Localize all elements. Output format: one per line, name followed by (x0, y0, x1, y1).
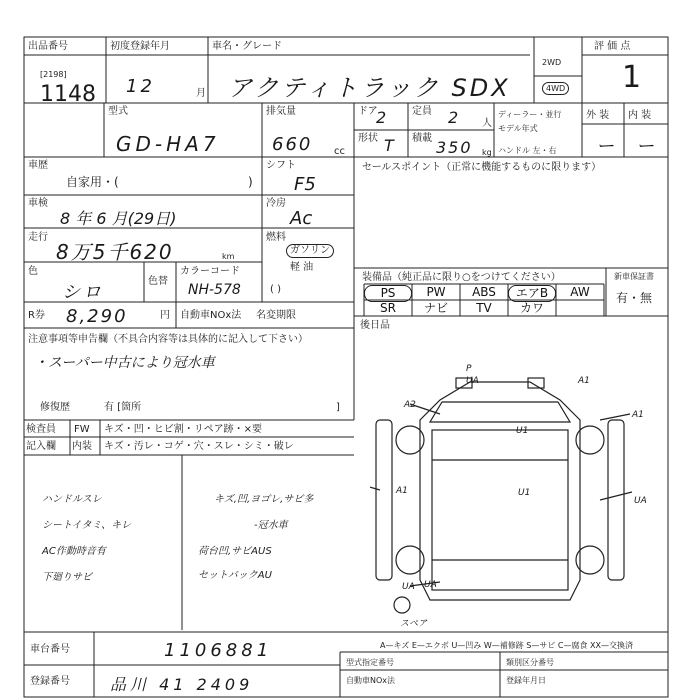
nox-reg-label: 自動車NOx法 (346, 676, 396, 685)
cc-value: 660 (272, 134, 313, 155)
memo-5: キズ,凹,ヨゴレ,サビ多 (214, 494, 314, 505)
damage-mark: A1 (396, 486, 408, 496)
load-value: 350 (436, 138, 473, 157)
usage-label: 車歴 (28, 160, 48, 171)
exterior-value: ー (596, 136, 614, 157)
damage-mark: UA (466, 376, 479, 386)
model-label: 型式 (108, 106, 128, 117)
fuel-other: ( ) (270, 284, 281, 295)
drive-2wd: 2WD (542, 58, 562, 67)
car-no-label: 車台番号 (30, 644, 70, 655)
shape-value: T (384, 136, 394, 155)
repair-value: 有 [箇所 (104, 402, 142, 413)
memo-1: ハンドルスレ (42, 494, 102, 505)
interior-value: ー (636, 136, 654, 157)
rear-seat-label: 後日品 (360, 320, 390, 331)
equipment-item: AW (570, 285, 590, 299)
month-unit: 月 (196, 88, 206, 99)
damage-mark: スペア (400, 619, 428, 629)
lot-label: 出品番号 (28, 41, 68, 52)
memo-6: -冠水車 (254, 520, 288, 531)
damage-mark: U1 (518, 488, 531, 498)
shift-label: シフト (266, 160, 296, 171)
capacity-label: 定員 (412, 106, 432, 117)
color-code-value: NH-578 (188, 282, 241, 298)
damage-mark: UA (634, 496, 647, 506)
capacity-unit: 人 (482, 118, 492, 129)
equipment-item: エアB (508, 285, 556, 302)
score-value: 1 (622, 60, 642, 95)
first-reg-year: 12 (126, 76, 155, 97)
first-reg-label: 初度登録年月 (110, 41, 170, 52)
shift-value: F5 (294, 174, 316, 195)
fuel-diesel: 軽 油 (290, 262, 314, 273)
cc-unit: cc (334, 146, 345, 157)
memo-2: シートイタミ、キレ (42, 520, 131, 531)
fuel-label: 燃料 (266, 232, 286, 243)
car-no-value: 1106881 (164, 640, 273, 661)
reg-date-label: 登録年月日 (506, 676, 546, 685)
model-value: GD-HA7 (116, 132, 220, 156)
equipment-item: ナビ (423, 301, 448, 315)
equipment-item: TV (476, 301, 492, 315)
damage-mark: A2 (404, 400, 416, 410)
exterior-label: 外 装 (586, 110, 610, 121)
repair-label: 修復歴 (40, 402, 70, 413)
interior-item-label: 内装 (72, 441, 92, 452)
ac-value: Ac (290, 208, 313, 229)
score-label: 評 価 点 (594, 41, 631, 52)
model-year-label: モデル年式 (498, 124, 538, 133)
fw-text: キズ・凹・ヒビ割・リペア跡・×要 (104, 424, 262, 435)
equipment-label: 装備品（純正品に限り○をつけてください） (362, 272, 561, 283)
notes-label: 注意事項等申告欄（不具合内容等は具体的に記入して下さい） (28, 334, 308, 345)
recycle-value: 8,290 (66, 306, 128, 327)
name-grade-label: 車名・グレード (212, 41, 282, 52)
type-label: 型式指定番号 (346, 658, 394, 667)
reg-label: 登録番号 (30, 676, 70, 687)
equipment-item: カワ (519, 301, 544, 315)
ac-label: 冷房 (266, 198, 286, 209)
load-unit: kg (482, 148, 492, 157)
fw-label: FW (74, 424, 90, 435)
door-value: 2 (376, 108, 387, 127)
memo-4: 下廻りサビ (42, 572, 92, 583)
damage-mark: A1 (578, 376, 590, 386)
fuel-gasoline: ガソリン (286, 244, 334, 258)
handle-label: ハンドル 左・右 (498, 146, 557, 155)
drive-4wd: 4WD (542, 82, 569, 95)
damage-mark: U1 (516, 426, 529, 436)
damage-mark: A1 (632, 410, 644, 420)
recycle-unit: 円 (160, 310, 170, 321)
cc-label: 排気量 (266, 106, 296, 117)
mileage-label: 走行 (28, 232, 48, 243)
equipment-item: ABS (472, 285, 496, 299)
color-code-label: カラーコード (180, 266, 240, 277)
notes-text: ・スーパー中古により冠水車 (34, 355, 215, 371)
car-name: アクティトラック SDX (228, 74, 511, 102)
color-label: 色 (28, 266, 38, 277)
nox-value: 名変期限 (256, 310, 296, 321)
load-label: 積載 (412, 133, 432, 144)
equipment-item: PW (426, 285, 446, 299)
mileage-value: 8万5千620 (56, 240, 174, 264)
inspection-label: 車検 (28, 198, 48, 209)
inspection-value: 8 年 6 月(29日) (60, 209, 177, 228)
nox-label: 自動車NOx法 (180, 310, 242, 321)
usage-close: ) (248, 175, 253, 189)
inspector-label: 検査員 (26, 424, 56, 435)
color-value: シロ (62, 282, 104, 303)
damage-mark: UA (424, 580, 437, 590)
memo-7: 荷台凹,サビAUS (198, 546, 272, 557)
warranty-value: 有・無 (616, 291, 653, 305)
lot-number: 1148 (40, 82, 96, 107)
memo-8: セットバックAU (198, 570, 272, 581)
sales-point-label: セールスポイント（正常に機能するものに限ります） (362, 162, 602, 173)
damage-mark: UA (402, 582, 415, 592)
lot-sub: [2198] (40, 70, 67, 79)
damage-mark: P (466, 364, 472, 374)
repair-close: ] (336, 402, 340, 413)
reg-value: 品川 41 2409 (110, 675, 254, 694)
door-label: ドア (358, 106, 378, 117)
color-no-label: 色替 (148, 276, 168, 287)
capacity-value: 2 (448, 108, 459, 127)
memo-3: AC作動時音有 (42, 546, 106, 557)
category-label: 類別区分番号 (506, 658, 554, 667)
interior-item-text: キズ・汚レ・コゲ・穴・スレ・シミ・破レ (104, 441, 294, 452)
inspector-note-label: 記入欄 (26, 441, 56, 452)
shape-label: 形状 (358, 133, 378, 144)
usage-value: 自家用・( (66, 175, 119, 189)
dealer-label: ディーラー・並行 (498, 110, 562, 119)
warranty-label: 新車保証書 (614, 272, 654, 281)
interior-label: 内 装 (628, 110, 652, 121)
mileage-unit: km (222, 252, 235, 261)
recycle-label: R券 (28, 310, 45, 321)
equipment-item: PS (364, 285, 412, 302)
damage-legend: A—キズ E—エクボ U—凹み W—補修跡 S—サビ C—腐食 XX—交換済 (380, 641, 634, 650)
equipment-item: SR (380, 301, 396, 315)
